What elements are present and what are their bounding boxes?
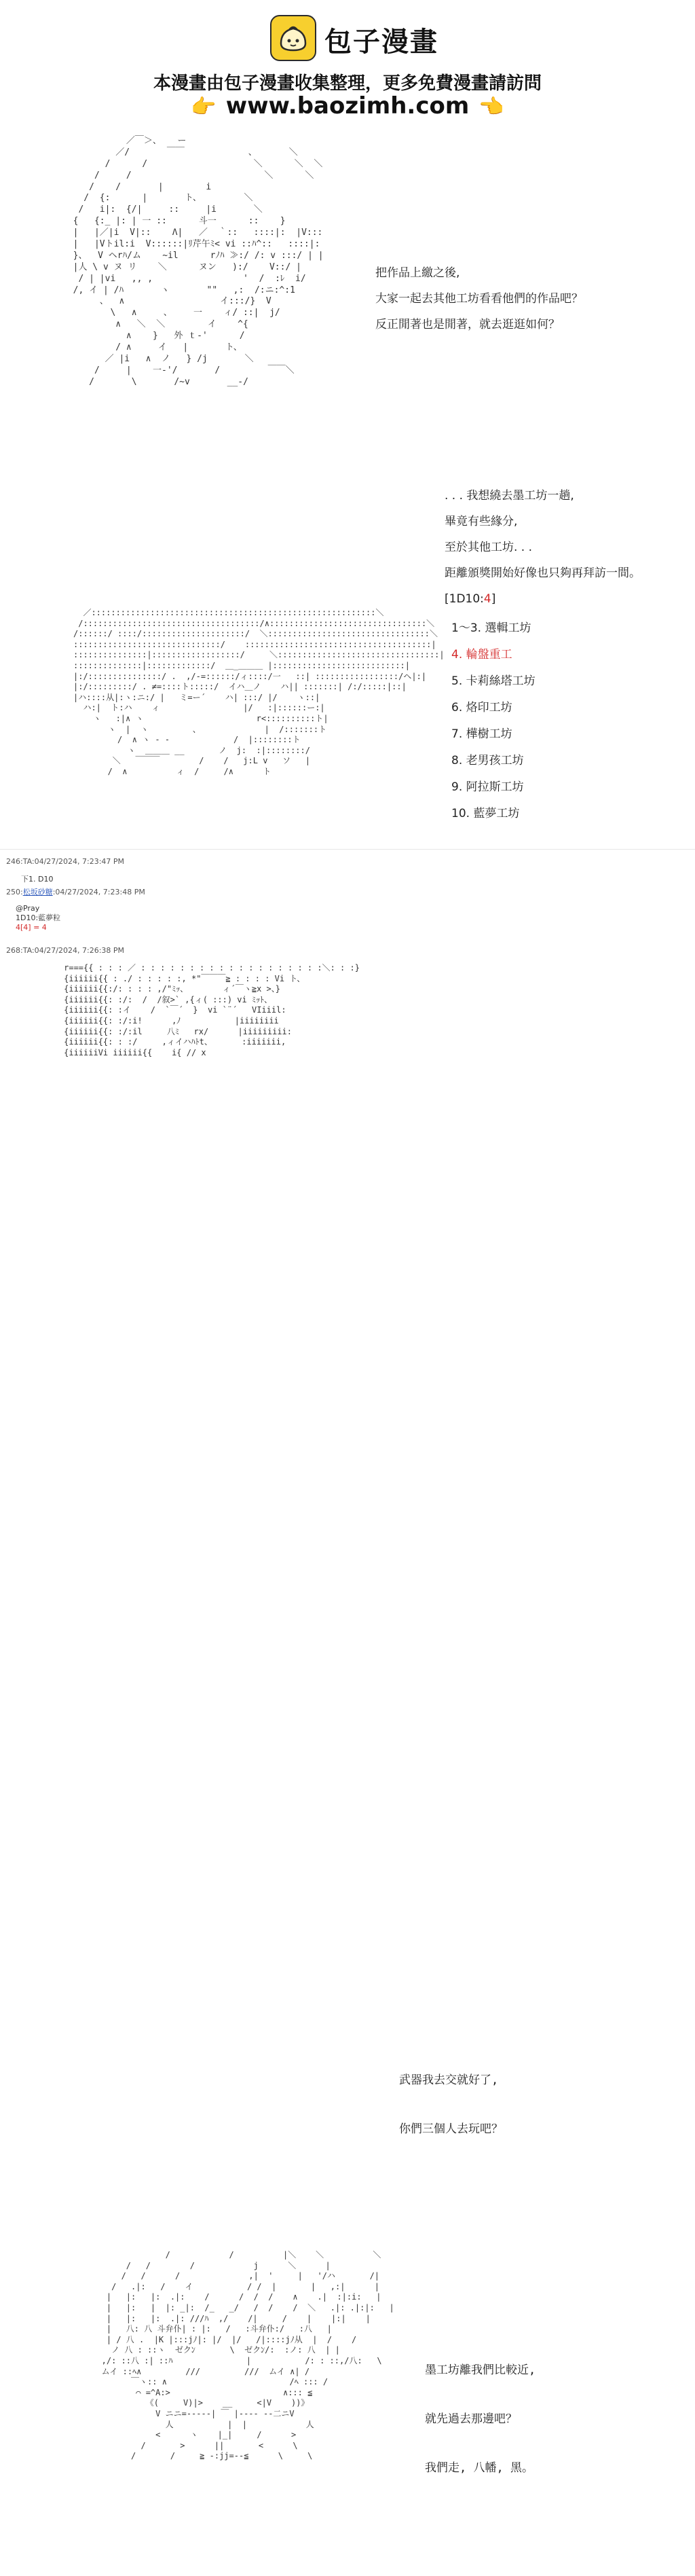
dialogue-line: 反正閒著也是閒著，就去逛逛如何？ <box>375 318 560 331</box>
pointing-hand-icon: 👉 <box>191 95 217 119</box>
header-banner <box>0 0 695 129</box>
dice-roll-line: [1D10:4] <box>445 592 496 606</box>
list-item: 7. 樺樹工坊 <box>451 727 512 741</box>
dialogue-line: 至於其他工坊. . . <box>445 541 533 554</box>
site-url-row[interactable] <box>0 92 695 120</box>
dialogue-panel-4 <box>425 2342 695 2500</box>
dice-roll-value: 4 <box>483 592 491 606</box>
list-item: 1～3. 選輯工坊 <box>451 621 531 635</box>
dialogue-panel-3 <box>399 2052 671 2161</box>
post-meta: 268:TA:04/27/2024, 7:26:38 PM <box>6 946 125 955</box>
list-item: 8. 老男孩工坊 <box>451 754 524 767</box>
divider <box>0 849 695 850</box>
thread-post <box>6 946 481 955</box>
post-meta: 250:松坂砂糖:04/27/2024, 7:23:48 PM <box>6 888 145 896</box>
dialogue-line: . . . 我想繞去墨工坊一趟, <box>445 489 574 503</box>
dialogue-line: 大家一起去其他工坊看看他們的作品吧？ <box>375 292 583 306</box>
dice-result: 4[4] = 4 <box>16 922 47 932</box>
thread-post <box>6 857 481 884</box>
bun-logo-icon[interactable] <box>270 15 316 61</box>
site-name[interactable]: 包子漫畫 <box>324 26 438 58</box>
dialogue-line: 把作品上繳之後, <box>375 266 460 280</box>
post-body: @Pray 1D10:藍夢粒 4[4] = 4 <box>16 904 481 932</box>
dialogue-panel-2-intro <box>445 490 689 619</box>
dialogue-line: 你們三個人去玩吧？ <box>399 2122 503 2136</box>
site-tagline: 本漫畫由包子漫畫收集整理，更多免費漫畫請訪問 <box>153 73 542 94</box>
dialogue-line: 距離頒獎開始好像也只夠再拜訪一間。 <box>445 566 641 580</box>
poster-name-link[interactable]: 松坂砂糖 <box>22 888 53 896</box>
dialogue-line: 畢竟有些緣分, <box>445 515 518 528</box>
aa-art-character-2: ／::::::::::::::::::::::::::::::::::::::::::::::::::::::::::＼ /::::::::::::::::::::::::::::::::::::/∧::::::::::::::::::::::::::::::::＼ /::::::/ ::::/:::::::::::::::::::::/ ＼:::::::::::::::::::::::::::::::::＼ ::::::::::::::::::::::::::::::/ ::::::::::::::::::::::::::::::::::::::| :::::::::::::::|::::::::::::::::::/ ＼:::::::::::::::::::::::::::::::::| ::::::::::::::|:::::::::::::/ ＿_＿＿＿ |:::::::::::::::::::::::::::| |:/:::::::::::::::/ . ,/-=::::::/ィ::::/一 ::| :::::::::::::::::/ヘ|:| |:/:::::::::/ . ≠=::::ト:::::/ イハ＿ノ ハ|| :::::::| /:/:::::|::| |ハ::::从|:ヽ:ニ:/ | ミ=ー´ ハ| :::/ |/ ヽ::| ハ:| ト:ハ ィ |/ :|::::::ー:| ヽ :|∧ ヽ r<::::::::::ト| ヽ | ヽ 、 | /:::::::ト / ∧ ヽ - - / |::::::::ト ヽ ＿＿＿ __ ノ j: :|::::::::/ ＼ ￣￣￣ / / j:L v ソ | / ∧ ィ / /∧ ト <box>73 608 445 776</box>
dialogue-line: 我們走, 八幡, 黑。 <box>425 2461 533 2475</box>
list-item-selected: 4. 輪盤重工 <box>451 648 512 661</box>
list-item: 6. 烙印工坊 <box>451 701 512 714</box>
list-item: 10. 藍夢工坊 <box>451 807 520 820</box>
dialogue-line: 就先過去那邊吧？ <box>425 2412 517 2426</box>
dialogue-line: 武器我去交就好了, <box>399 2073 499 2087</box>
post-body: 下1. D10 <box>21 875 54 884</box>
site-url[interactable]: www.baozimh.com <box>225 92 470 120</box>
aa-art-character-1: ／￣＞、 ー ／/ ￣￣ 、 ＼ / / ＼ ＼ ＼ / / ＼ ＼ / / | i / {: | ト、 ＼ / i|: {/| :: |i ＼ { {:_ |: | 一 :: 斗一 :: } | |／|i V|:: Λ| ／ ｀:: ::::|: |V::: | |Vトil:i V::::::|ﾘ芹午ﾐ< vi ::ﾊ^:: ::::|: }、 V ヘrﾊ/ム ~il rﾉﾊ ≫:/ /: v :::/ | | |人 \ v ヌ リ ＼ ヌン ):/ V::/ | / | |vi ,, , ' / :ﾚ i/ /, イ | /ﾊ ヽ "" ,: /:ニ:^:1 、 ∧ イ:::/} V \ ∧ 、 一 ィ/ ::| j/ ∧ ＼ ＼ イ ^{ ∧ } 外 ｔ-' / / ∧ イ | ト、 ／ |i ∧ ノ } /j ＼ / | 一-'/ / ￣￣＼ / \ /~v __-/ <box>73 136 324 387</box>
thread-post <box>6 886 481 932</box>
aa-art-character-4: / / |＼ ＼ ＼ / / / j ＼ | / / / ,| ' | '/ハ /| / .|: / イ / / | | ,:| | | |: |: .|: / / / / ∧ .| :|:i: | | |: | |: _|: /_ _/ / / / ＼ .|: .|:|: | | |: |: .|: ///ﾊ ,/ /| / | |:| | | 八: 八 斗弁仆| : |: / :斗弁仆:/ :八 | | / 八 . |Κ |:::jﾉ|: |/ |/ /|::::jﾉ从 | / / ノ 八 : ::ヽ ゼクﾝ \ ゼクﾝ/: :ノ: 八 | | ,/: ::八 :| ::ﾊ | /: : ::,/八: \ ムイ ::ﾍ∧ /// /// ムイ ∧| / ￣ヽ:: ∧ /ﾍ ::: / ⌒ =^A:> ∧::: ≦ 《( V)|> __ <|V ))》 V ニニ=-----| ￣ |---- -‐二ニV 人 | | 人 < ヽ |_| / > / > || < \ / / ≧ -:jj=-‐≦ \ \ <box>101 2250 394 2461</box>
aa-art-character-3: r==={{ : : : ／ : : : : : : : : : : : : : : : : : : :＼: : :} {iiiiii{{ : ./ : : : : :, *"￣￣￣≧ : : : : Vi ト、 {iiiiii{{:/: : : : ,/"ﾐｯ、 ィ´￣ヽ≧x >、} {iiiiii{{: :/: / /叙>` ,{ィ( :::) vi ﾐｯﾄ、 {iiiiii{{: :イ / `￣´ } vi `¨´ VIiiil: {iiiiii{{: :/:i! ,ﾉ |iiiiiiii {iiiiii{{: :/:il 八ﾐ rx/ |iiiiiiiii: {iiiiii{{: : :/ ,ィイハﾊﾄt、 :iiiiiii, {iiiiiiVi iiiiii{{ i{ // x 武器我去交就好了, 你們三個人去玩吧？ / / |＼ ＼ ＼ / / / j ＼ | / / / ,| ' | '/ハ /| / .|: / イ / / | | ,:| | | |: |: .|: / / / / ∧ .| :|:i: | | |: | |: _|: /_ _/ / / / ＼ .|: .|:|: | | |: |: .|: ///ﾊ ,/ /| / | |:| | | 八: 八 斗弁仆| : |: / :斗弁仆:/ :八 | | / 八 . |Κ |:::jﾉ|: |/ |/ /|::::jﾉ从 | / / ノ 八 : ::ヽ ゼクﾝ \ ゼクﾝ/: :ノ: 八 | | ,/: ::八 :| ::ﾊ | /: : ::,/八: \ ムイ ::ﾍ∧ /// /// ムイ ∧| / ￣ヽ:: ∧ /ﾍ ::: / ⌒ =^A:> ∧::: ≦ 《( V)|> __ <|V ))》 V ニニ=-----| ￣ |---- -‐二ニV 人 | | 人 < ヽ |_| / > / > || < \ / / ≧ -:jj=-‐≦ \ \ 墨工坊離我們比較近, 就先過去那邊吧？ 我們走, 八幡, 黑。 <box>39 963 358 1282</box>
list-item: 9. 阿拉斯工坊 <box>451 780 524 794</box>
list-item: 5. 卡莉絲塔工坊 <box>451 674 536 688</box>
pointing-hand-icon: 👈 <box>478 95 504 119</box>
dialogue-line: 墨工坊離我們比較近, <box>425 2363 536 2377</box>
dialogue-panel-1 <box>375 268 674 345</box>
post-meta: 246:TA:04/27/2024, 7:23:47 PM <box>6 857 125 866</box>
workshop-options-list <box>451 623 682 835</box>
